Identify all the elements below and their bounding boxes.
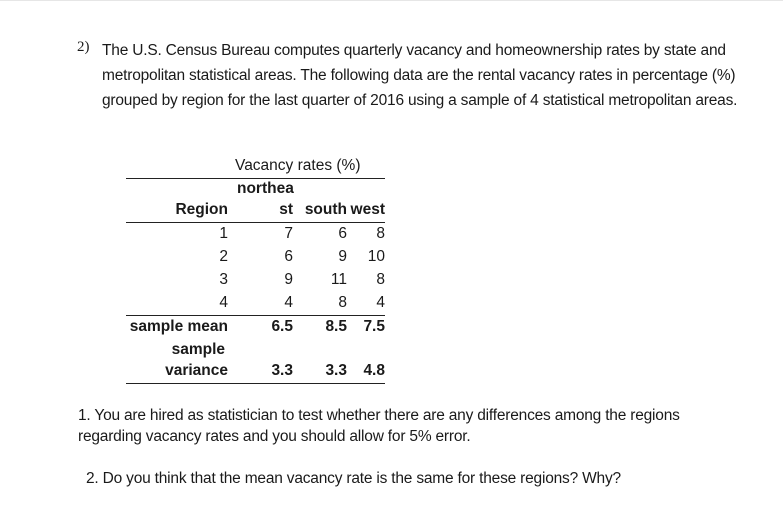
header-rule bbox=[126, 222, 385, 223]
region-cell: 4 bbox=[219, 294, 228, 311]
south-cell: 9 bbox=[338, 248, 347, 265]
west-cell: 8 bbox=[376, 271, 385, 288]
sample-variance-label-line1: sample bbox=[171, 341, 225, 358]
south-cell: 6 bbox=[338, 225, 347, 242]
sample-mean-label: sample mean bbox=[129, 318, 228, 335]
west-cell: 10 bbox=[367, 248, 385, 265]
question-number: 2) bbox=[77, 39, 90, 55]
question-intro: The U.S. Census Bureau computes quarterly vacancy and homeownership rates by state and metropolitan statistical areas. The following data are the rental vacancy rates in percentage (%) grouped by region for the last quarter of 2016 using a sample of 4 statistical metropolitan areas. bbox=[102, 42, 738, 109]
rows-rule bbox=[126, 315, 385, 316]
region-cell: 2 bbox=[219, 248, 228, 265]
mean-northeast: 6.5 bbox=[271, 318, 293, 335]
region-cell: 1 bbox=[219, 225, 228, 242]
table-bottom-rule bbox=[126, 383, 385, 384]
col-northeast-line1: northea bbox=[237, 180, 294, 197]
variance-northeast: 3.3 bbox=[271, 362, 293, 379]
south-cell: 8 bbox=[338, 294, 347, 311]
west-cell: 4 bbox=[376, 294, 385, 311]
sample-variance-label-line2: variance bbox=[165, 362, 228, 379]
mean-west: 7.5 bbox=[363, 318, 385, 335]
variance-west: 4.8 bbox=[363, 362, 385, 379]
northeast-cell: 9 bbox=[284, 271, 293, 288]
col-west: west bbox=[350, 201, 385, 218]
region-header: Region bbox=[175, 201, 228, 218]
northeast-cell: 6 bbox=[284, 248, 293, 265]
table-top-rule bbox=[126, 178, 385, 179]
northeast-cell: 7 bbox=[284, 225, 293, 242]
mean-south: 8.5 bbox=[325, 318, 347, 335]
northeast-cell: 4 bbox=[284, 294, 293, 311]
task-2: 2. Do you think that the mean vacancy rate is the same for these regions? Why? bbox=[86, 470, 621, 487]
col-northeast-line2: st bbox=[279, 201, 293, 218]
table-title: Vacancy rates (%) bbox=[235, 157, 361, 174]
col-south: south bbox=[304, 201, 347, 218]
task-1: 1. You are hired as statistician to test whether there are any differences among the regions regarding vacancy rates and you should allow for 5% error. bbox=[78, 407, 680, 445]
region-cell: 3 bbox=[219, 271, 228, 288]
west-cell: 8 bbox=[376, 225, 385, 242]
variance-south: 3.3 bbox=[325, 362, 347, 379]
south-cell: 11 bbox=[330, 271, 347, 288]
